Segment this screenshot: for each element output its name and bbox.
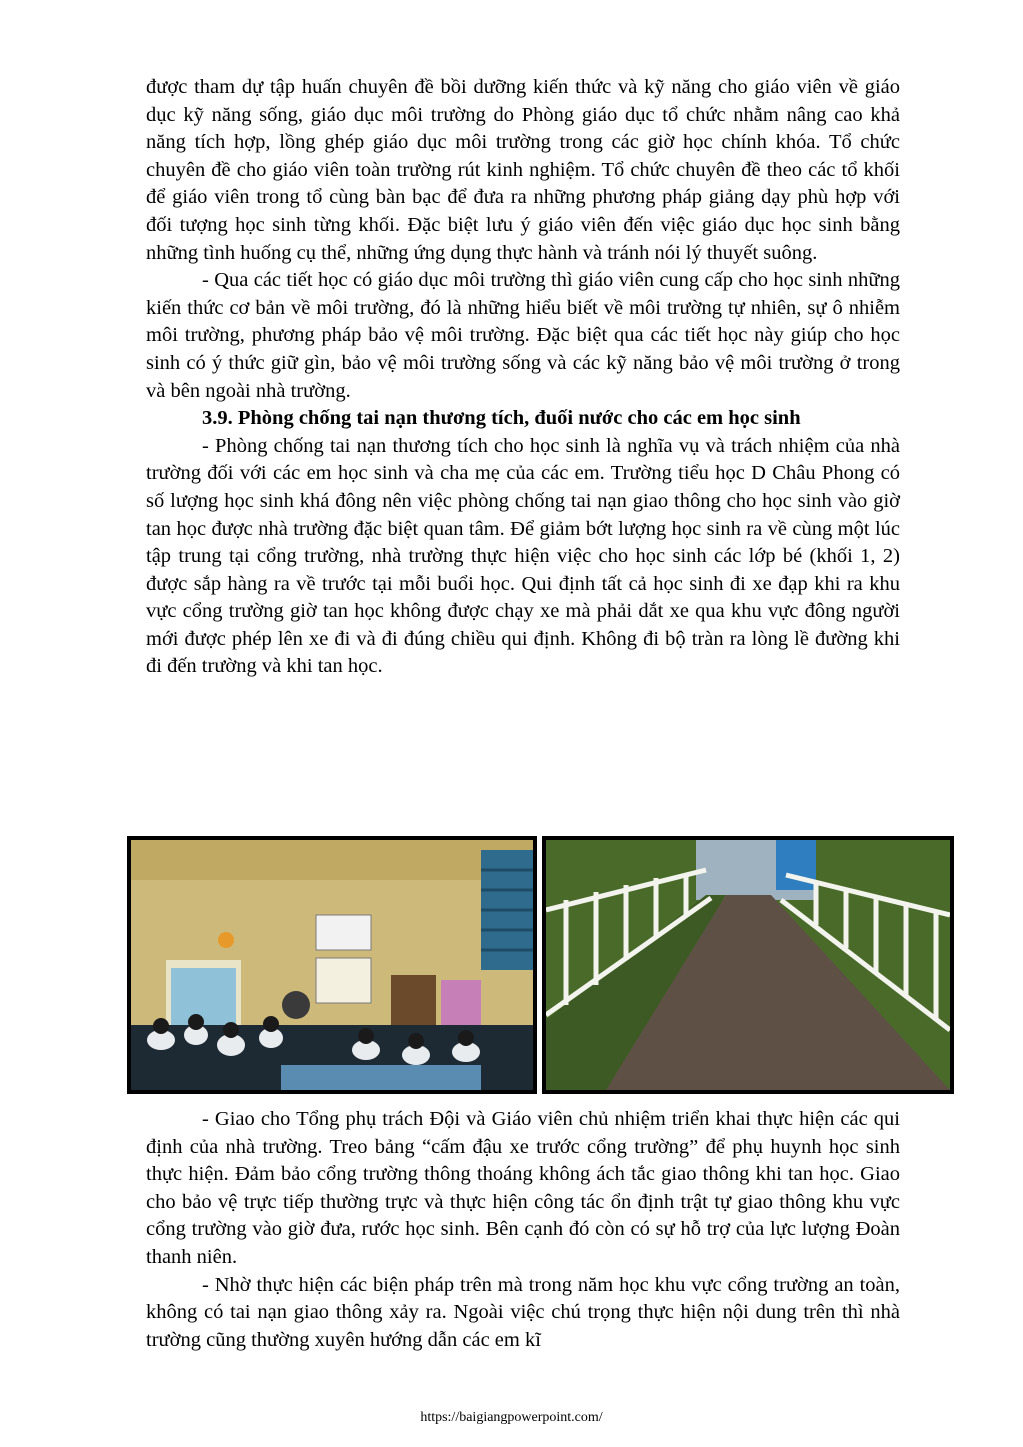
paragraph-3: - Phòng chống tai nạn thương tích cho học sinh là nghĩa vụ và trách nhiệm của nhà trường đối với các em học sinh và cha mẹ của các em. Trường tiểu học D Châu Phong có số lượng học sinh khá đông nên việc phòng chống tai nạn giao thông cho học sinh vào giờ tan học được nhà trường đặc biệt quan tâm. Để giảm bớt lượng học sinh ra về cùng một lúc tập trung tại cổng trường, nhà trường thực hiện việc cho học sinh các lớp bé (khối 1, 2) được sắp hàng ra về trước tại mỗi buổi học. Qui định tất cả học sinh đi xe đạp khi ra khu vực cổng trường giờ tan học không được chạy xe mà phải dắt xe qua khu vực đông người mới được phép lên xe đi và đi đúng chiều qui định. Không đi bộ tràn ra lòng lề đường khi đi đến trường và khi tan học. (146, 434, 900, 678)
classroom-illustration (131, 840, 533, 1090)
walkway-illustration (546, 840, 950, 1090)
paragraph-4: - Giao cho Tổng phụ trách Đội và Giáo viên chủ nhiệm triển khai thực hiện các qui định của nhà trường. Treo bảng “cấm đậu xe trước cổng trường” để phụ huynh học sinh thực hiện. Đảm bảo cổng trường thông thoáng không ách tắc giao thông khi tan học. Giao cho bảo vệ trực tiếp thường trực và thực hiện công tác ổn định trật tự giao thông khu vực cổng trường vào giờ đưa, rước học sinh. Bên cạnh đó còn có sự hỗ trợ của lực lượng Đoàn thanh niên. (146, 1108, 900, 1268)
paragraph-2: - Qua các tiết học có giáo dục môi trường thì giáo viên cung cấp cho học sinh những kiến thức cơ bản về môi trường, đó là những hiểu biết về môi trường tự nhiên, sự ô nhiễm môi trường, phương pháp bảo vệ môi trường. Đặc biệt qua các tiết học này giúp cho học sinh có ý thức giữ gìn, bảo vệ môi trường sống và các kỹ năng bảo vệ môi trường ở trong và bên ngoài nhà trường. (146, 269, 900, 402)
paragraph-5: - Nhờ thực hiện các biện pháp trên mà trong năm học khu vực cổng trường an toàn, không có tai nạn giao thông xảy ra. Ngoài việc chú trọng thực hiện nội dung trên thì nhà trường cũng thường xuyên hướng dẫn các em kĩ (146, 1273, 900, 1351)
footer-url: https://baigiangpowerpoint.com/ (420, 1410, 603, 1425)
walkway-photo (542, 836, 954, 1094)
paragraph-1: được tham dự tập huấn chuyên đề bồi dưỡng kiến thức và kỹ năng cho giáo viên về giáo dục kỹ năng sống, giáo dục môi trường do Phòng giáo dục tổ chức nhằm nâng cao khả năng tích hợp, lồng ghép giáo dục môi trường trong các giờ học chính khóa. Tổ chức chuyên đề cho giáo viên toàn trường rút kinh nghiệm. Tổ chức chuyên đề theo các tổ khối để giáo viên trong tổ cùng bàn bạc để đưa ra những phương pháp giảng dạy phù hợp với đối tượng học sinh từng khối. Đặc biệt lưu ý giáo viên đến việc giáo dục học sinh bằng những tình huống cụ thể, những ứng dụng thực hành và tránh nói lý thuyết suông. (146, 76, 900, 264)
classroom-photo (127, 836, 537, 1094)
text-block-top (146, 74, 900, 681)
section-heading: 3.9. Phòng chống tai nạn thương tích, đuối nước cho các em học sinh (202, 407, 801, 430)
text-block-bottom (146, 1106, 900, 1354)
